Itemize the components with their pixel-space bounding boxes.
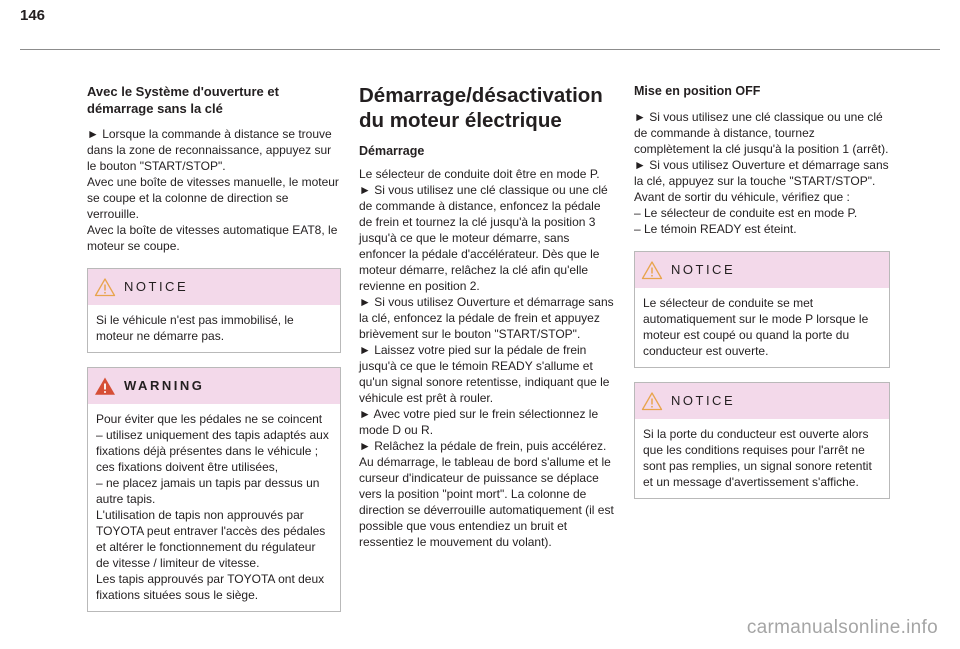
notice-header: [88, 269, 340, 305]
section-heading: Mise en position OFF: [634, 84, 761, 98]
notice-header: [635, 383, 889, 419]
warning-triangle-icon: [641, 260, 663, 280]
warning-callout: [87, 367, 341, 612]
warning-triangle-icon: [641, 391, 663, 411]
notice-header: [635, 252, 889, 288]
right-column: [634, 83, 890, 499]
page-number: 146: [20, 7, 46, 24]
middle-column: [359, 83, 617, 550]
notice-text: Le sélecteur de conduite se met automatiquement sur le mode P lorsque le moteur est coupé ou quand la porte du conducteur est ouverte.: [643, 296, 869, 358]
notice-text: Si la porte du conducteur est ouverte alors que les conditions requises pour l'arrêt ne sont pas remplies, un signal sonore retentit et un message d'avertissement s'affiche.: [643, 427, 872, 489]
notice-callout: [634, 251, 890, 368]
notice-title: NOTICE: [671, 393, 736, 408]
section-heading: Avec le Système d'ouverture et démarrage sans la clé: [87, 84, 279, 116]
watermark: carmanualsonline.info: [746, 617, 938, 638]
warning-title: WARNING: [124, 378, 205, 393]
section-body: ► Lorsque la commande à distance se trouve dans la zone de reconnaissance, appuyez sur le bouton "START/STOP". Avec une boîte de vitesses manuelle, le moteur se coupe et la colonne de direction se verrouille. Avec la boîte de vitesses automatique EAT8, le moteur se coupe.: [87, 127, 339, 253]
notice-callout: [634, 382, 890, 499]
section-body: ► Si vous utilisez une clé classique ou une clé de commande à distance, tournez complètement la clé jusqu'à la position 1 (arrêt). ► Si vous utilisez Ouverture et démarrage sans la clé, appuyez sur la touche "START/STOP". Avant de sortir du véhicule, vérifiez que : – Le sélecteur de conduite est en mode P. – Le témoin READY est éteint.: [634, 110, 889, 236]
section-body: Le sélecteur de conduite doit être en mode P. ► Si vous utilisez une clé classique ou une clé de commande à distance, enfoncez la pédale de frein et tournez la clé jusqu'à la position 3 jusqu'à ce que le moteur démarre, sans enfoncer la pédale d'accélérateur. Dès que le moteur démarre, relâchez la clé afin qu'elle revienne en position 2. ► Si vous utilisez Ouverture et démarrage sans la clé, enfoncez la pédale de frein et appuyez brièvement sur le bouton "START/STOP". ► Laissez votre pied sur la pédale de frein jusqu'à ce que le témoin READY s'allume et qu'un signal sonore retentisse, indiquant que le véhicule est prêt à rouler. ► Avec votre pied sur le frein sélectionnez le mode D ou R. ► Relâchez la pédale de frein, puis accélérez. Au démarrage, le tableau de bord s'allume et le curseur d'indicateur de puissance se déplace vers la position "point mort". La colonne de direction se déverrouille automatiquement (il est possible que vous entendiez un bruit et ressentiez le mouvement du volant).: [359, 167, 614, 549]
warning-text: Pour éviter que les pédales ne se coincent – utilisez uniquement des tapis adaptés aux fixations déjà présentes dans le véhicule ; ces fixations doivent être utilisées, – ne placez jamais un tapis par dessus un autre tapis. L'utilisation de tapis non approuvés par TOYOTA peut entraver l'accès des pédales et altérer le fonctionnement du régulateur de vitesse / limiteur de vitesse. Les tapis approuvés par TOYOTA ont deux fixations situées sous le siège.: [96, 412, 329, 602]
notice-title: NOTICE: [671, 262, 736, 277]
notice-text: Si le véhicule n'est pas immobilisé, le moteur ne démarre pas.: [96, 313, 294, 343]
notice-title: NOTICE: [124, 279, 189, 294]
page-title: Démarrage/désactivation du moteur électrique: [359, 84, 603, 132]
notice-callout: [87, 268, 341, 353]
left-column: [87, 83, 341, 612]
warning-header: [88, 368, 340, 404]
warning-triangle-icon: [94, 277, 116, 297]
subheading: Démarrage: [359, 144, 425, 158]
warning-triangle-icon: [94, 376, 116, 396]
header-divider: [20, 49, 940, 50]
